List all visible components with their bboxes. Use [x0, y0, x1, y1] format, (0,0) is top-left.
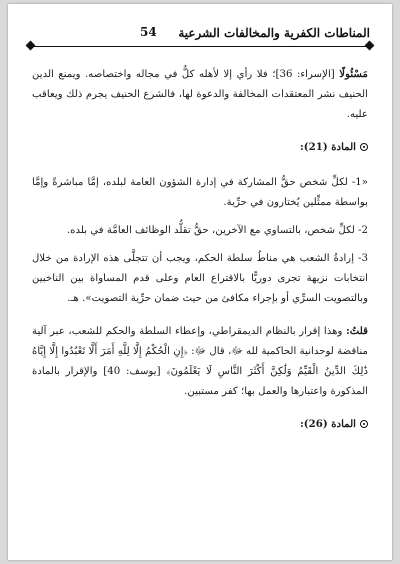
- paragraph: 2- لكلِّ شخص، بالتساوي مع الآخرين، حقُّ تقلُّد الوظائف العامَّة في بلده.: [66, 225, 368, 236]
- page-number: 54: [140, 25, 157, 39]
- rule-diamond-right-icon: [365, 41, 375, 51]
- document-page: [8, 4, 392, 560]
- header-title: المناطات الكفرية والمخالفات الشرعية: [178, 26, 370, 40]
- bullet-circle-icon: [360, 420, 368, 428]
- header-rule: [30, 46, 370, 47]
- paragraph-lead: مَسْئُولًا: [339, 68, 368, 80]
- section-heading-text: المادة (21):: [300, 141, 356, 153]
- rule-diamond-left-icon: [26, 41, 36, 51]
- paragraph: «1- لكلِّ شخص حقُّ المشاركة في إدارة الشؤون العامة لبلده، إمَّا مباشرةً وإمَّا بواسطة ممثِّلين يُختارون في حرِّية.: [32, 177, 368, 208]
- section-heading-text: المادة (26):: [300, 418, 356, 430]
- paragraph-text: [الإسراء: 36]؛ فلا رأي إلا لأهله كلٌّ في مجاله واختصاصه. ويمنع الدين الحنيف نشر المعتقدات المخالفة والدعوة لها، فالشرع الحنيف يجرم ذلك ويعاقب عليه.: [32, 69, 368, 120]
- page-content: [32, 64, 368, 450]
- paragraph-text: وهذا إقرار بالنظام الديمقراطي، وإعطاء السلطة والحكم للشعب، عبر آلية مناقضة لوحدانية الحاكمية لله ﷻ، قال ﷻ: ﴿إِنِ الْحُكْمُ إِلَّا لِلَّهِ أَمَرَ أَلَّا تَعْبُدُوا إِلَّا إِيَّاهُ ذَٰلِكَ الدِّينُ الْقَيِّمُ وَلَٰكِنَّ أَكْثَرَ النَّاسِ لَا يَعْلَمُونَ﴾ [يوسف: 40] والإقرار بالمادة المذكورة واعتبارها والعمل بها؛ كفر مستبين.: [32, 326, 368, 397]
- section-heading: [32, 137, 368, 157]
- paragraph-lead: قلتُ:: [345, 325, 368, 337]
- paragraph: [32, 64, 368, 125]
- paragraph: [32, 321, 368, 402]
- section-heading: [32, 414, 368, 434]
- page-header: [30, 24, 370, 48]
- bullet-circle-icon: [360, 143, 368, 151]
- paragraph: 3- إرادةُ الشعب هي مناطُ سلطة الحكم، ويجب أن تتجلَّى هذه الإرادة من خلال انتخابات نزيهة تجرى دوريًّا بالاقتراع العام وعلى قدم المساواة بين الناخبين وبالتصويت السرِّي أو بإجراء مكافئ من حيث ضمان حرِّية التصويت». هـ.: [32, 253, 368, 304]
